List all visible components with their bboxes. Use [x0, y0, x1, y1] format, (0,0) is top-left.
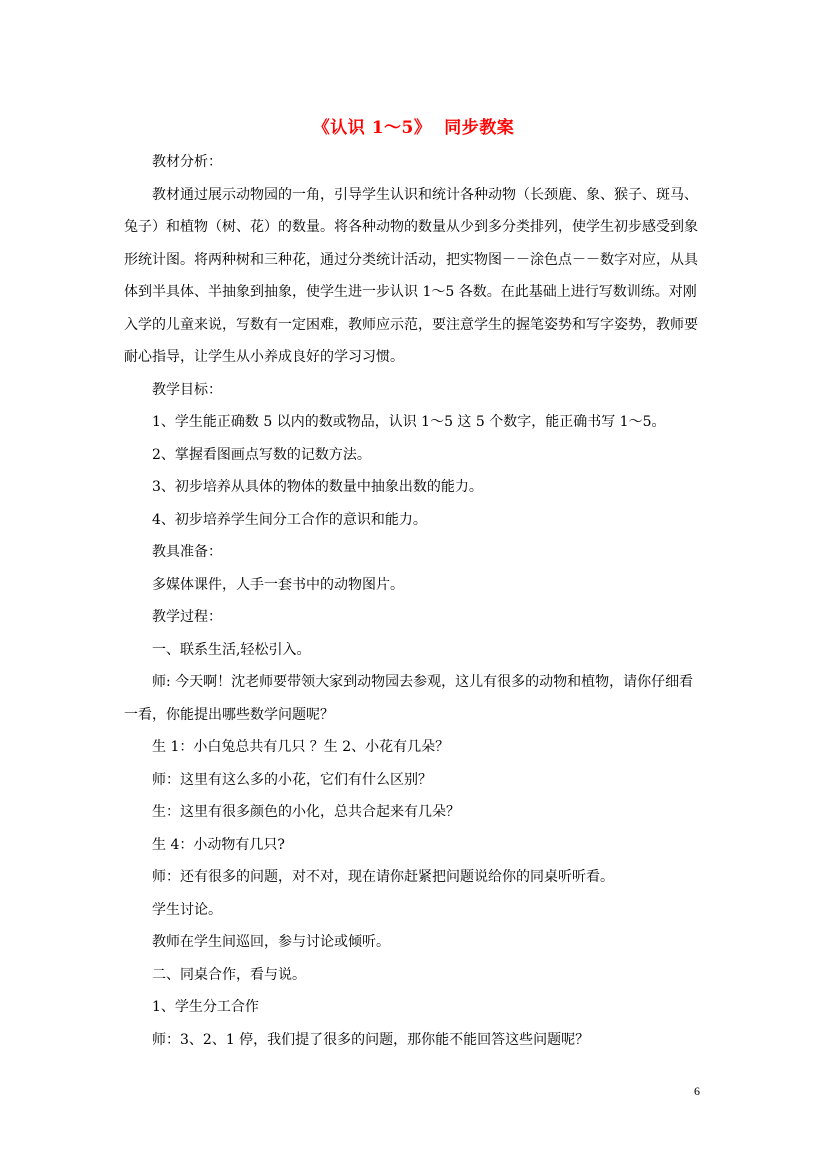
goal-item-2: 2、掌握看图画点写数的记数方法。: [152, 446, 371, 463]
process-substep-heading: 1、学生分工合作: [152, 999, 259, 1015]
section-heading-teaching-aids: 教具准备：: [152, 544, 222, 560]
dialogue-line: 师：3、2、1 停，我们提了很多的问题，那你能不能回答这些问题呢？: [152, 1031, 590, 1048]
dialogue-line: 生 1：小白兔总共有几只 ？生 2、小花有几朵？: [152, 739, 450, 755]
paragraph-teaching-aids: 多媒体课件，人手一套书中的动物图片。: [152, 576, 404, 593]
dialogue-line: 师：还有很多的问题，对不对，现在请你赶紧把问题说给你的同桌听听看。: [152, 869, 614, 885]
document-title: 《认识 1～5》 同步教案: [312, 118, 515, 138]
section-heading-teaching-goals: 教学目标：: [152, 381, 222, 398]
dialogue-line: 师：这里有这么多的小花，它们有什么区别？: [152, 771, 432, 788]
paragraph-material-analysis: 教材通过展示动物园的一角，引导学生认识和统计各种动物（长颈鹿、象、猴子、斑马、兔子）和植物（树、花）的数量。将各种动物的数量从少到多分类排列，使学生初步感受到象形统计图。将两种树和三种花，通过分类统计活动，把实物图－－涂色点－－数字对应，从具体到半具体、半抽象到抽象，使学生进一步认识 1～5 各数。在此基础上进行写数训练。对刚入学的儿童来说，写数有一定困难，教师应示范，要注意学生的握笔姿势和写字姿势，教师要耐心指导，让学生从小养成良好的学习习惯。: [124, 186, 698, 365]
page-number: 6: [694, 1084, 700, 1098]
process-step-1-heading: 一、联系生活,轻松引入。: [152, 641, 311, 658]
process-step-2-heading: 二、同桌合作，看与说。: [152, 966, 306, 983]
document-body: [124, 146, 706, 1056]
section-heading-material-analysis: 教材分析：: [152, 154, 222, 170]
goal-item-4: 4、初步培养学生间分工合作的意识和能力。: [152, 511, 427, 528]
goal-item-1: 1、学生能正确数 5 以内的数或物品，认识 1～5 这 5 个数字，能正确书写 1～5。: [152, 414, 666, 430]
dialogue-line: 生 4：小动物有几只?: [152, 836, 285, 853]
paragraph-student-discussion: 学生讨论。: [152, 901, 222, 918]
dialogue-line: 生：这里有很多颜色的小化，总共合起来有几朵？: [152, 804, 460, 820]
goal-item-3: 3、初步培养从具体的物体的数量中抽象出数的能力。: [152, 479, 483, 495]
dialogue-line: 师: 今天啊！沈老师要带领大家到动物园去参观，这儿有很多的动物和植物，请你仔细看一看，你能提出哪些数学问题呢？: [124, 674, 694, 723]
section-heading-teaching-process: 教学过程：: [152, 609, 222, 625]
paragraph-teacher-circulates: 教师在学生间巡回，参与讨论或倾听。: [152, 934, 390, 950]
